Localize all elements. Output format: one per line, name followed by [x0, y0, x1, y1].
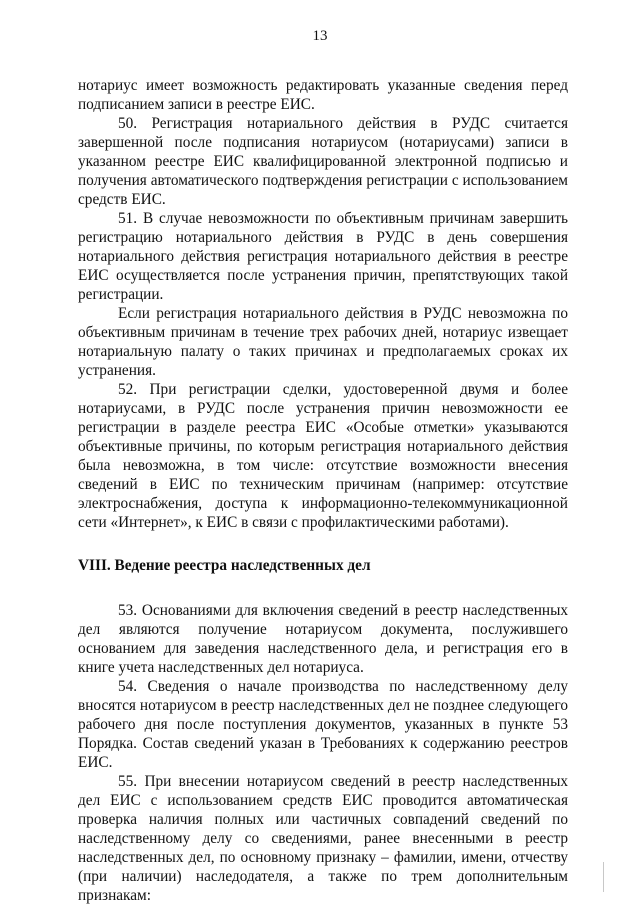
paragraph-52: 52. При регистрации сделки, удостоверенной двумя и более нотариусами, в РУДС после устранения причин невозможности ее регистрации в разделе реестра ЕИС «Особые отметки» указываются объективные причины, по которым регистрация нотариального действия была невозможна, в том числе: отсутствие возможности внесения сведений в ЕИС по техническим причинам (например: отсутствие электроснабжения, доступа к информационно-телекоммуникационной сети «Интернет», к ЕИС в связи с профилактическими работами). [78, 381, 568, 531]
paragraph-50: 50. Регистрация нотариального действия в РУДС считается завершенной после подписания нотариусом (нотариусами) записи в указанном реестре ЕИС квалифицированной электронной подписью и получения автоматического подтверждения регистрации с использованием средств ЕИС. [78, 115, 568, 208]
document-body [78, 76, 568, 905]
paragraph-continuation: нотариус имеет возможность редактировать указанные сведения перед подписанием записи в реестре ЕИС. [78, 77, 568, 113]
paragraph-53: 53. Основаниями для включения сведений в реестр наследственных дел являются получение нотариусом документа, послужившего основанием для заведения наследственного дела, и регистрация его в книге учета наследственных дел нотариуса. [78, 602, 568, 676]
paragraph-51-continued: Если регистрация нотариального действия в РУДС невозможна по объективным причинам в течение трех рабочих дней, нотариус извещает нотариальную палату о таких причинах и предполагаемых сроках их устранения. [78, 305, 568, 379]
section-heading: VIII. Ведение реестра наследственных дел [78, 557, 371, 574]
paragraph-54: 54. Сведения о начале производства по наследственному делу вносятся нотариусом в реестр наследственных дел не позднее следующего рабочего дня после поступления документов, указанных в пункте 53 Порядка. Состав сведений указан в Требованиях к содержанию реестров ЕИС. [78, 678, 568, 771]
paragraph-55: 55. При внесении нотариусом сведений в реестр наследственных дел ЕИС с использованием средств ЕИС проводится автоматическая проверка наличия полных или частичных совпадений сведений по наследственному делу со сведениями, ранее внесенными в реестр наследственных дел, по основному признаку – фамилии, имени, отчеству (при наличии) наследодателя, а также по трем дополнительным признакам: [78, 773, 568, 904]
paragraph-51: 51. В случае невозможности по объективным причинам завершить регистрацию нотариального действия в РУДС в день совершения нотариального действия регистрация нотариального действия в реестре ЕИС осуществляется после устранения причин, препятствующих такой регистрации. [78, 210, 568, 303]
scan-artifact-line [603, 862, 604, 892]
page-number: 13 [312, 28, 328, 44]
